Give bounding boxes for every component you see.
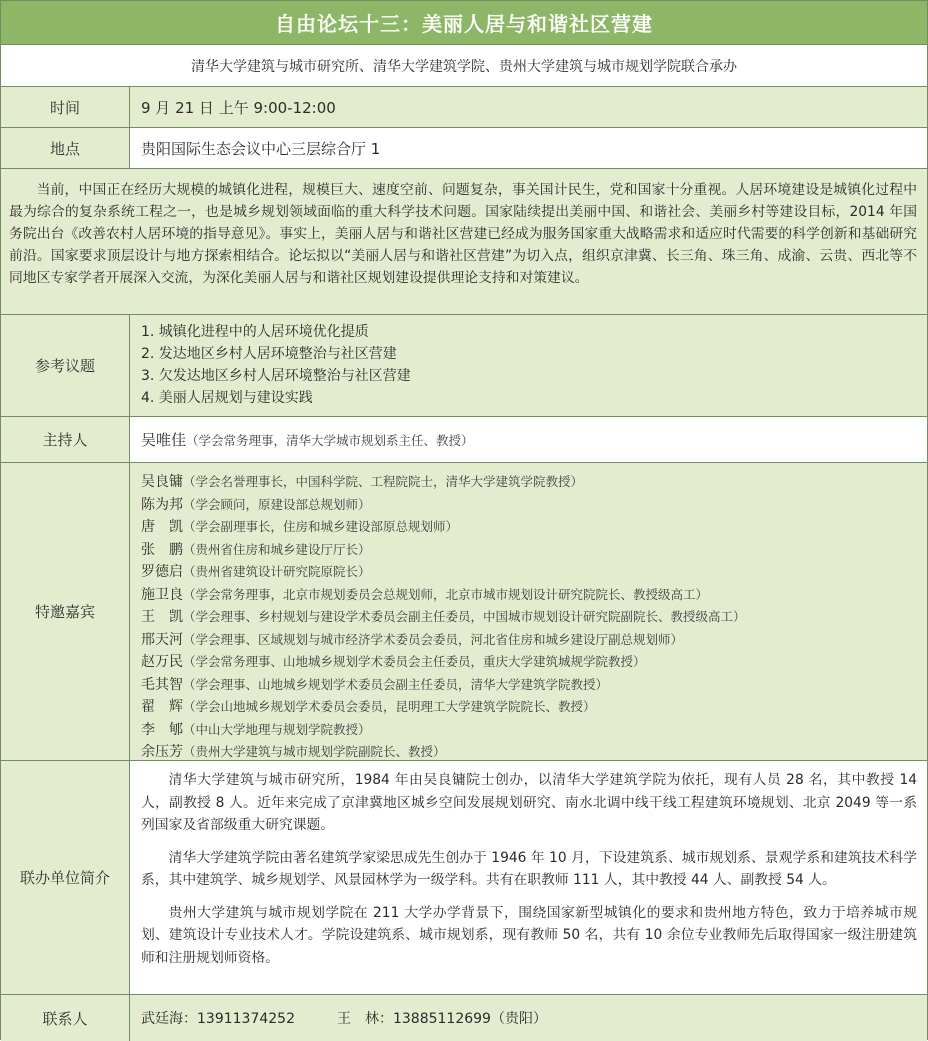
guest-item (141, 494, 917, 517)
host-label: 主持人 (1, 417, 130, 462)
guest-desc: （学会理事、区域规划与城市经济学术委员会委员，河北省住房和城乡建设厅副总规划师） (183, 631, 684, 647)
contact-row (1, 995, 927, 1041)
place-row (1, 128, 927, 169)
guest-name: 陈为邦 (141, 496, 183, 513)
intro-row (1, 169, 927, 315)
topics-label: 参考议题 (1, 315, 130, 416)
title-row (1, 1, 927, 45)
time-row (1, 87, 927, 128)
guest-name: 赵万民 (141, 654, 183, 670)
guest-desc: （学会名誉理事长，中国科学院、工程院院士，清华大学建筑学院教授） (183, 474, 584, 489)
guest-item (141, 651, 917, 674)
contact-value: 武廷海：13911374252 王 林：13885112699（贵阳） (141, 1011, 547, 1027)
guest-name: 王 凯 (141, 609, 183, 625)
time-label: 时间 (1, 87, 130, 127)
guest-item (141, 696, 917, 719)
guest-name: 李 郇 (141, 721, 183, 738)
guest-desc: （学会副理事长，住房和城乡建设部原总规划师） (183, 519, 459, 534)
guest-name: 罗德启 (141, 564, 183, 580)
guest-item (141, 471, 917, 494)
units-label: 联办单位简介 (1, 761, 130, 994)
guest-item (141, 719, 917, 742)
guest-item (141, 606, 917, 629)
guest-item (141, 629, 917, 652)
guest-name: 翟 辉 (141, 699, 183, 715)
guest-name: 张 鹏 (141, 541, 183, 558)
guest-name: 唐 凯 (141, 519, 183, 535)
unit-paragraph: 贵州大学建筑与城市规划学院在 211 大学办学背景下，围绕国家新型城镇化的要求和贵州地方特色，致力于培养城市规划、建筑设计专业技术人才。学院设建筑系、城市规划系，现有教师 50 名，共有 10 余位专业教师先后取得国家一级注册建筑师和注册规划师资格。 (141, 904, 917, 966)
forum-title: 自由论坛十三：美丽人居与和谐社区营建 (275, 12, 653, 36)
topics-body (131, 315, 927, 416)
intro-text: 当前，中国正在经历大规模的城镇化进程，规模巨大、速度空前、问题复杂，事关国计民生，党和国家十分重视。人居环境建设是城镇化过程中最为综合的复杂系统工程之一，也是城乡规划领域面临的重大科学技术问题。国家陆续提出美丽中国、和谐社会、美丽乡村等建设目标，2014 年国务院出台《改善农村人居环境的指导意见》。事实上，美丽人居与和谐社区营建已经成为服务国家重大战略需求和适应时代需要的科学创新和基础研究前沿。国家要求顶层设计与地方探索相结合。论坛拟以“美丽人居与和谐社区营建”为切入点，组织京津冀、长三角、珠三角、成渝、云贵、西北等不同地区专家学者开展深入交流，为深化美丽人居与和谐社区规划建设提供理论支持和对策建议。 (9, 182, 917, 286)
organizers-text: 清华大学建筑与城市研究所、清华大学建筑学院、贵州大学建筑与城市规划学院联合承办 (191, 58, 737, 75)
topics-list (141, 315, 917, 409)
topic-item: 3. 欠发达地区乡村人居环境整治与社区营建 (141, 368, 411, 384)
topics-row (1, 315, 927, 417)
contact-label: 联系人 (1, 995, 130, 1041)
guest-desc: （贵州大学建筑与城市规划学院副院长、教授） (183, 744, 446, 759)
guest-desc: （贵州省住房和城乡建设厅厅长） (183, 541, 371, 557)
organizers-row (1, 45, 927, 87)
guest-desc: （学会常务理事、山地城乡规划学术委员会主任委员，重庆大学建筑城规学院教授） (183, 654, 646, 669)
guest-item (141, 584, 917, 607)
topic-item: 1. 城镇化进程中的人居环境优化提质 (141, 324, 369, 340)
guest-desc: （学会理事、乡村规划与建设学术委员会副主任委员，中国城市规划设计研究院副院长、教授级高工） (183, 609, 746, 624)
guest-desc: （中山大学地理与规划学院教授） (183, 721, 371, 737)
guest-name: 邢天河 (141, 631, 183, 648)
unit-paragraph: 清华大学建筑学院由著名建筑学家梁思成先生创办于 1946 年 10 月，下设建筑系、城市规划系、景观学系和建筑技术科学系，其中建筑学、城乡规划学、风景园林学为一级学科。共有在职教师 111 人，其中教授 44 人、副教授 54 人。 (141, 849, 917, 888)
guest-desc: （学会常务理事，北京市规划委员会总规划师，北京市城市规划设计研究院院长、教授级高工） (183, 586, 709, 602)
guest-item (141, 674, 917, 697)
host-name: 吴唯佳 (141, 431, 187, 449)
guest-item (141, 539, 917, 562)
topic-item: 2. 发达地区乡村人居环境整治与社区营建 (141, 346, 397, 362)
unit-paragraph: 清华大学建筑与城市研究所，1984 年由吴良镛院士创办，以清华大学建筑学院为依托，现有人员 28 名，其中教授 14 人，副教授 8 人。近年来完成了京津冀地区城乡空间发展规划研究、南水北调中线干线工程建筑环境规划、北京 2049 等一系列国家及省部级重大研究课题。 (141, 772, 917, 833)
guest-name: 吴良镛 (141, 474, 183, 490)
guest-item (141, 561, 917, 584)
guests-label: 特邀嘉宾 (1, 463, 130, 760)
guest-item (141, 516, 917, 539)
host-desc: （学会常务理事，清华大学城市规划系主任、教授） (186, 432, 474, 448)
guest-desc: （学会理事、山地城乡规划学术委员会副主任委员，清华大学建筑学院教授） (183, 676, 609, 692)
guest-desc: （学会山地城乡规划学术委员会委员，昆明理工大学建筑学院院长、教授） (183, 699, 596, 714)
units-body (131, 761, 927, 994)
time-value: 9 月 21 日 上午 9:00-12:00 (141, 98, 336, 117)
units-row (1, 761, 927, 995)
place-value: 贵阳国际生态会议中心三层综合厅 1 (141, 139, 381, 158)
host-row (1, 417, 927, 463)
host-body (131, 417, 927, 462)
guests-row (1, 463, 927, 761)
place-label: 地点 (1, 128, 130, 168)
guest-name: 余压芳 (141, 744, 183, 760)
guest-name: 毛其智 (141, 676, 183, 693)
guests-list (131, 463, 927, 760)
guest-desc: （学会顾问，原建设部总规划师） (183, 496, 371, 512)
guest-name: 施卫良 (141, 586, 183, 603)
topic-item: 4. 美丽人居规划与建设实践 (141, 390, 313, 406)
guest-desc: （贵州省建筑设计研究院原院长） (183, 564, 371, 579)
